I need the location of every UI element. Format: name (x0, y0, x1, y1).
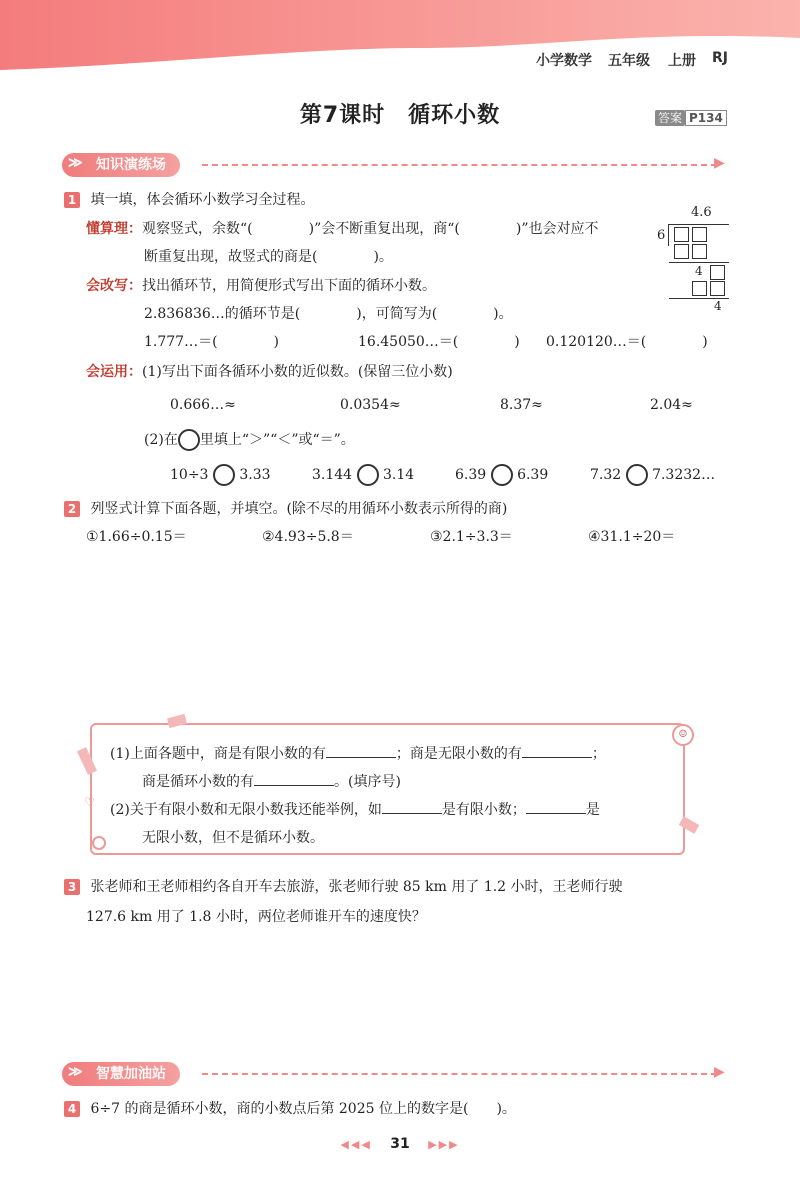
q1-prompt-row (64, 189, 314, 209)
answer-blank[interactable] (382, 813, 442, 814)
q4-text: 6÷7 的商是循环小数，商的小数点后第 2025 位上的数字是( )。 (90, 1101, 516, 1117)
rewrite-text-2: 2.836836…的循环节是( )，可简写为( )。 (144, 306, 513, 322)
summary-text: (2)关于有限小数和无限小数我还能举例，如 (110, 802, 382, 818)
rewrite-item: 1.777…＝( ) (144, 334, 280, 350)
division-bar (669, 224, 729, 225)
answer-blank[interactable] (522, 757, 592, 758)
compare-circle[interactable] (626, 464, 648, 486)
division-rem2: 4 (714, 299, 722, 313)
approx-item: 0.0354≈ (340, 397, 401, 413)
header-subject: 小学数学 (536, 53, 592, 69)
banner-dashed-line (202, 164, 717, 166)
apply-part2-a: (2)在 (144, 432, 178, 448)
compare-circle[interactable] (491, 464, 513, 486)
q3-text-2: 127.6 km 用了 1.8 小时，两位老师谁开车的速度快？ (86, 909, 426, 925)
summary-text: 。(填序号) (334, 774, 401, 790)
division-divisor: 6 (657, 228, 666, 243)
understand-text-1: 观察竖式，余数“( )”会不断重复出现，商“( )”也会对应不 (142, 221, 599, 237)
q1-number: 1 (64, 192, 80, 208)
summary-text: ；商是无限小数的有 (395, 746, 522, 762)
q3-number: 3 (64, 879, 80, 895)
answer-blank[interactable] (326, 757, 396, 758)
compare-right: 3.33 (239, 467, 271, 483)
tag-rewrite: 会改写： (86, 278, 142, 294)
q3-work-area[interactable] (86, 930, 726, 1050)
q2-item: ②4.93÷5.8＝ (262, 529, 354, 545)
answer-box[interactable] (710, 265, 725, 280)
section-banner-challenge (62, 1062, 727, 1086)
smiley-icon (92, 836, 106, 850)
compare-right: 3.14 (383, 467, 415, 483)
compare-left: 3.144 (312, 467, 353, 483)
header-edition: RJ (712, 50, 728, 66)
banner-dashed-line (202, 1073, 717, 1075)
tag-understand: 懂算理： (86, 221, 142, 237)
compare-item (455, 464, 548, 486)
compare-left: 7.32 (590, 467, 622, 483)
compare-circle[interactable] (213, 464, 235, 486)
answer-label: 答案 (655, 110, 685, 126)
rewrite-item: 0.120120…＝( ) (546, 334, 708, 350)
header-band (0, 0, 800, 90)
answer-box[interactable] (692, 281, 707, 296)
compare-right: 6.39 (517, 467, 549, 483)
answer-page: P134 (685, 110, 727, 126)
answer-box[interactable] (692, 227, 707, 242)
circle-icon (178, 429, 200, 451)
section-banner-practice (62, 153, 727, 177)
answer-box[interactable] (692, 244, 707, 259)
rewrite-item: 16.45050…＝( ) (358, 334, 520, 350)
q1-rewrite-line1 (86, 275, 436, 295)
summary-text: ； (591, 746, 606, 762)
approx-item: 8.37≈ (500, 397, 543, 413)
approx-item: 2.04≈ (650, 397, 693, 413)
q1-apply-line1 (86, 361, 453, 381)
q4-number: 4 (64, 1101, 80, 1117)
division-rule (669, 262, 729, 263)
header-volume: 上册 (668, 53, 696, 69)
smiley-icon: ☺ (672, 724, 694, 746)
arrow-icon: ≫ (68, 1064, 83, 1080)
q2-number: 2 (64, 501, 80, 517)
q3-row1 (64, 876, 623, 896)
page-number: 31 (390, 1136, 410, 1152)
division-quotient: 4.6 (691, 205, 712, 220)
approx-item: 0.666…≈ (170, 397, 236, 413)
summary-text: 商是循环小数的有 (142, 774, 254, 790)
long-division-diagram (655, 205, 735, 315)
summary-line3 (110, 799, 600, 819)
q2-item: ③2.1÷3.3＝ (430, 529, 513, 545)
summary-box (90, 723, 685, 855)
answer-box[interactable] (674, 244, 689, 259)
compare-item (170, 464, 271, 486)
answer-box[interactable] (674, 227, 689, 242)
chevron-right-icon: ▶ (714, 155, 725, 171)
q1-understand-line1 (86, 218, 598, 238)
compare-item (590, 464, 715, 486)
q2-item: ④31.1÷20＝ (588, 529, 676, 545)
understand-text-2: 断重复出现，故竖式的商是( )。 (144, 249, 393, 265)
compare-left: 10÷3 (170, 467, 209, 483)
prev-arrows-icon: ◀◀◀ (340, 1138, 372, 1151)
answer-ref (655, 109, 727, 126)
summary-text: 是有限小数； (441, 802, 526, 818)
compare-right: 7.3232… (652, 467, 716, 483)
rewrite-text-1: 找出循环节，用简便形式写出下面的循环小数。 (142, 278, 436, 294)
q2-work-area[interactable] (86, 550, 726, 710)
tag-apply: 会运用： (86, 364, 142, 380)
q2-prompt: 列竖式计算下面各题，并填空。(除不尽的用循环小数表示所得的商) (90, 501, 508, 517)
apply-part2 (144, 429, 355, 451)
summary-line2 (142, 771, 401, 791)
section-banner-label: 知识演练场 (62, 153, 180, 177)
answer-blank[interactable] (526, 813, 586, 814)
q3-text-1: 张老师和王老师相约各自开车去旅游，张老师行驶 85 km 用了 1.2 小时，王老师行驶 (90, 879, 623, 895)
answer-blank[interactable] (254, 785, 334, 786)
apply-text-1: (1)写出下面各循环小数的近似数。(保留三位小数) (142, 364, 453, 380)
summary-text: (1)上面各题中，商是有限小数的有 (110, 746, 326, 762)
q2-prompt-row (64, 498, 507, 518)
page-title: 第7课时 循环小数 (299, 103, 501, 128)
summary-text: 是 (585, 802, 600, 818)
answer-box[interactable] (710, 281, 725, 296)
q1-prompt: 填一填，体会循环小数学习全过程。 (90, 192, 315, 208)
next-arrows-icon: ▶▶▶ (428, 1138, 460, 1151)
summary-line4: 无限小数，但不是循环小数。 (142, 830, 324, 846)
compare-item (312, 464, 414, 486)
compare-left: 6.39 (455, 467, 487, 483)
header-grade: 五年级 (608, 53, 650, 69)
heart-icon: ♡ (84, 795, 95, 809)
q2-item: ①1.66÷0.15＝ (86, 529, 187, 545)
division-bracket (668, 224, 669, 246)
compare-circle[interactable] (357, 464, 379, 486)
chevron-right-icon: ▶ (714, 1064, 725, 1080)
page-footer (0, 1136, 800, 1152)
summary-line1 (110, 743, 606, 763)
apply-part2-b: 里填上“＞”“＜”或“＝”。 (199, 432, 355, 448)
division-rem1: 4 (695, 264, 703, 278)
q4-row (64, 1098, 516, 1118)
arrow-icon: ≫ (68, 155, 83, 171)
section-banner-label: 智慧加油站 (62, 1062, 180, 1086)
